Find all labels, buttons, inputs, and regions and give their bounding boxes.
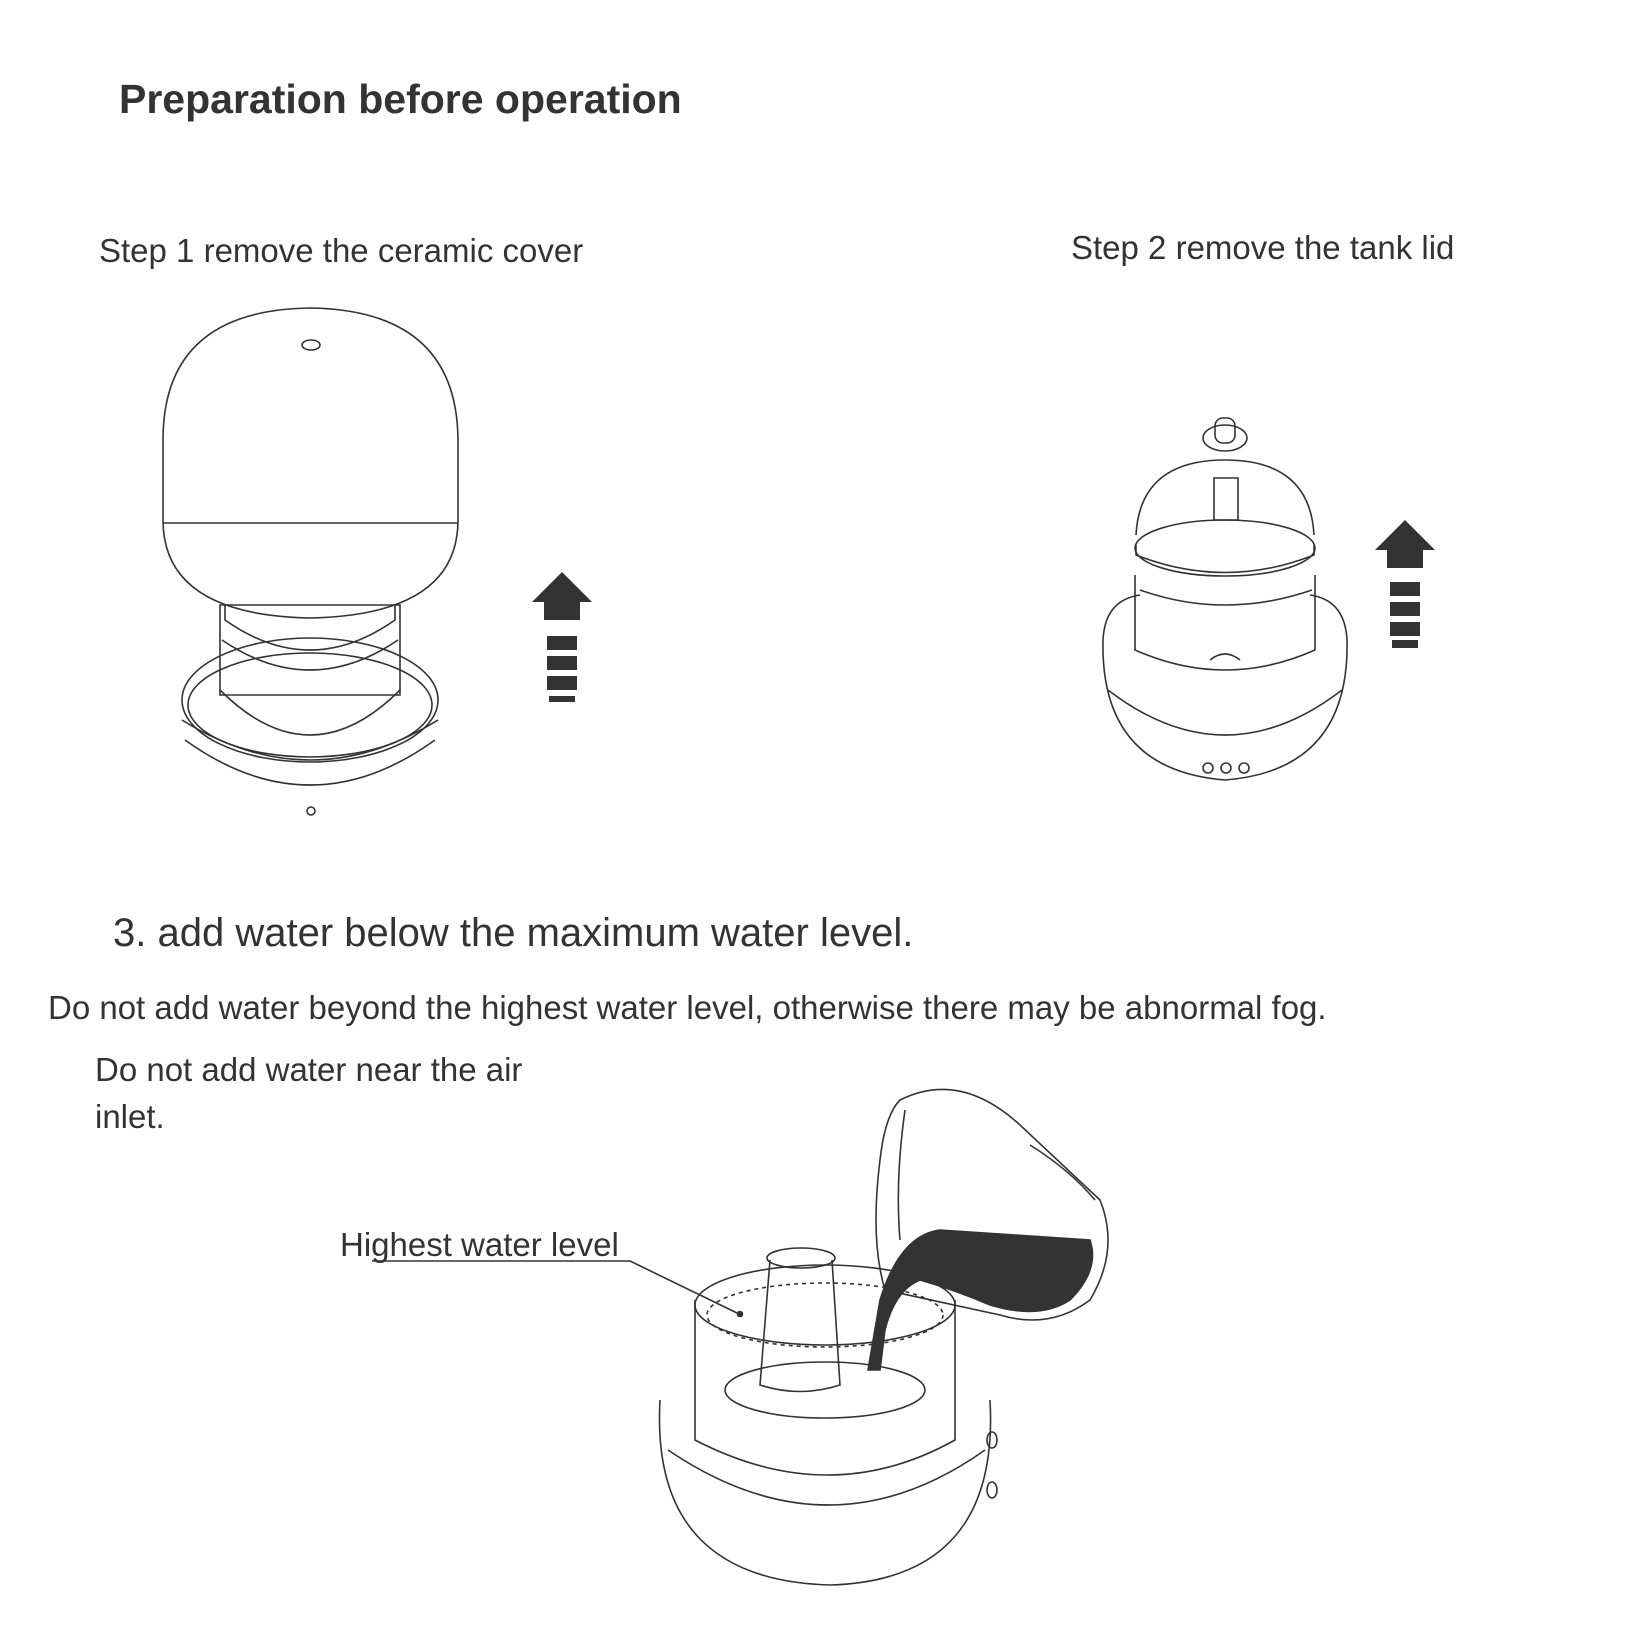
add-water-illustration [370, 1090, 1130, 1610]
highest-water-level-label: Highest water level [340, 1226, 619, 1263]
arrow-up-icon [1373, 520, 1437, 650]
arrow-up-icon [530, 572, 594, 702]
step-3-heading: 3. add water below the maximum water level. [113, 911, 914, 955]
step-1-caption: Step 1 remove the ceramic cover [99, 232, 584, 269]
diffuser-with-cover-illustration [150, 300, 470, 820]
page-title: Preparation before operation [119, 76, 682, 122]
warning-abnormal-fog: Do not add water beyond the highest water level, otherwise there may be abnormal fog. [48, 989, 1327, 1026]
step-2-caption: Step 2 remove the tank lid [1071, 229, 1455, 266]
water-level-leader-line [372, 1261, 737, 1313]
warning-air-inlet: Do not add water near the air inlet. [95, 1051, 523, 1135]
diffuser-lid-removed-illustration [1095, 400, 1355, 790]
